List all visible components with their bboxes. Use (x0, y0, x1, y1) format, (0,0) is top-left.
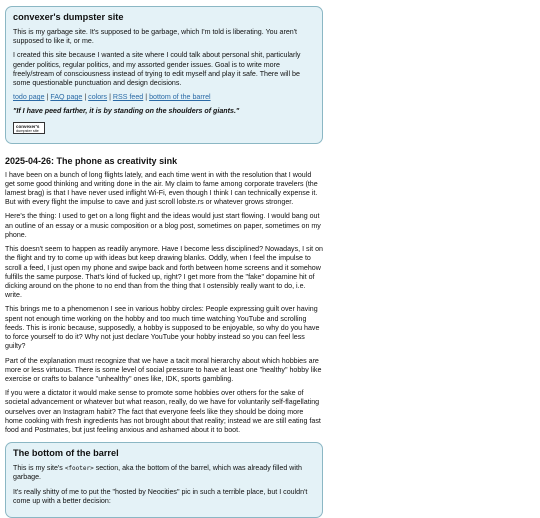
link-separator: | (46, 93, 49, 102)
site-about: I created this site because I wanted a site where I could talk about personal shit, particularly gender politics, regular politics, and my assorted gender issues. Goal is to write more freely/stream of consciousness instead of trying to edit myself and play it safe. There will be some questionable punctuation and design decisions. (13, 51, 301, 88)
post-title: 2025-04-26: The phone as creativity sink (5, 155, 178, 166)
site-title: convexer's dumpster site (13, 12, 124, 22)
site-intro: This is my garbage site. It's supposed to be garbage, which I'm told is liberating. You aren't supposed to like it, or me. (13, 27, 298, 46)
link-colors[interactable]: colors (88, 93, 108, 102)
nav-links (13, 93, 315, 102)
post-paragraph: Part of the explanation must recognize that we have a tacit moral hierarchy about which hobbies are more or less virtuous. There is some level of social pressure to have at least one "healthy" hobby like exercise or crafts to balance "unhealthy" ones like, IDK, sports gambling. (5, 356, 322, 383)
link-faq-page[interactable]: FAQ page (50, 93, 83, 102)
post-paragraph: I have been on a bunch of long flights lately, and each time went in with the resolution that I would get some good thinking and writing done in the air. My claim to fame among corporate travelers (the lamest brag) is that I have never used inflight Wi-Fi, even though I think I can technically expense it. But with every flight the impulse to cave and just scroll lobste.rs or whatever grows stronger. (5, 170, 318, 207)
footer-box (5, 442, 323, 518)
post-paragraph: If you were a dictator it would make sense to promote some hobbies over others for the sake of societal advancement or whatever but what reason, really, do we have for voluntarily self-flagellating ourselves over an Instagram habit? The fact that everyone feels like they should be doing more home cooking with fresh ingredients has not brought about that reality; instead we are still eating fast food and Postmates, but just feeling anxious and ashamed about it to boot. (5, 389, 321, 435)
footer-intro (13, 464, 315, 482)
footer-title: The bottom of the barrel (13, 448, 119, 459)
link-separator: | (145, 93, 148, 102)
post-paragraph: Here's the thing: I used to get on a long flight and the ideas would just start flowing. I would bang out an outline of an essay or a music composition or a blog post, sometimes on paper, sometimes on my phone. (5, 212, 321, 239)
link-todo-page[interactable]: todo page (13, 93, 45, 102)
link-bottom-of-barrel[interactable]: bottom of the barrel (149, 93, 211, 102)
header-box (5, 6, 323, 144)
link-separator: | (109, 93, 111, 102)
blog-post (5, 156, 323, 435)
badge-line-1: convexer's (16, 123, 40, 129)
site-badge[interactable] (13, 122, 45, 134)
footer-intro-before: This is my site's (13, 464, 65, 473)
footer-intro-after: section, aka the bottom of the barrel, which was already filled with garbage. (13, 464, 302, 482)
footer-tag-code: <footer> (64, 465, 94, 473)
page-wrapper (5, 6, 323, 518)
footer-note: It's really shitty of me to put the "hosted by Neocities" pic in such a terrible place, but I couldn't come up with a better decision: (13, 487, 308, 505)
link-rss-feed[interactable]: RSS feed (112, 93, 144, 102)
link-separator: | (84, 93, 87, 102)
site-quote: "If I have peed farther, it is by standing on the shoulders of giants." (13, 107, 240, 116)
badge-line-2: dumpster site (16, 128, 39, 133)
post-paragraph: This doesn't seem to happen as readily anymore. Have I become less disciplined? Nowadays, I sit on the flight and try to come up with ideas but keep drawing blanks. Oddly, when I feel the impulse to scroll a feed, I just open my phone and swipe back and forth between home screens and it somehow fulfills the same purpose. That's kind of fucked up, right? I get more from the "fake" dopamine hit of dicking around on the phone to no end than from the thing that I ostensibly really want to do, i.e. write. (5, 245, 323, 300)
post-paragraph: This brings me to a phenomenon I see in various hobby circles: People expressing guilt over having spent not enough time working on the hobby and too much time watching YouTube and scrolling feeds. This is ironic because, supposedly, a hobby is supposed to be enjoyable, so why do you have to force yourself to do it? Why not just declare YouTube your hobby instead so you can feel less guilty? (5, 305, 320, 351)
